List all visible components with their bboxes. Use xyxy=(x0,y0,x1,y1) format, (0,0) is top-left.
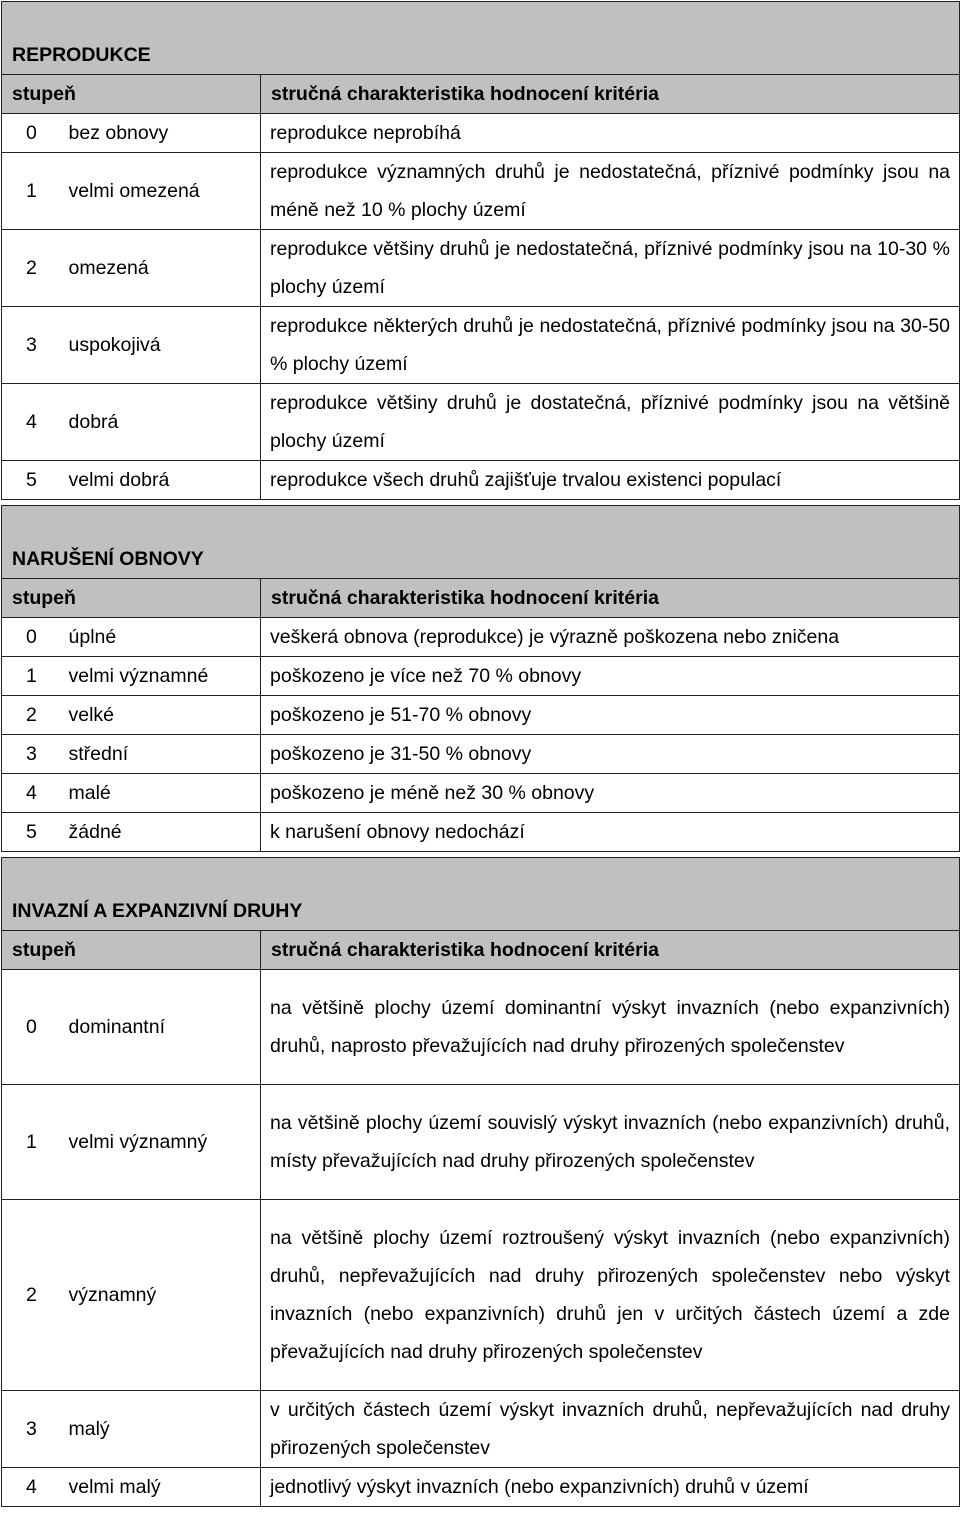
grade-name: žádné xyxy=(60,813,261,852)
grade-name: střední xyxy=(60,735,261,774)
grade-number: 4 xyxy=(2,384,60,461)
table-row xyxy=(2,384,960,461)
table-reprodukce xyxy=(1,1,960,500)
grade-number: 3 xyxy=(2,307,60,384)
table-row xyxy=(2,657,960,696)
table-row xyxy=(2,1391,960,1468)
grade-name: velmi malý xyxy=(60,1468,261,1507)
table-row xyxy=(2,735,960,774)
grade-description: poškozeno je 31-50 % obnovy xyxy=(261,735,960,774)
grade-name: uspokojivá xyxy=(60,307,261,384)
section-title: INVAZNÍ A EXPANZIVNÍ DRUHY xyxy=(2,858,960,931)
table-row xyxy=(2,970,960,1085)
grade-number: 2 xyxy=(2,230,60,307)
column-header-grade: stupeň xyxy=(2,75,261,114)
grade-number: 1 xyxy=(2,657,60,696)
table-row xyxy=(2,153,960,230)
grade-number: 5 xyxy=(2,813,60,852)
grade-name: velmi dobrá xyxy=(60,461,261,500)
table-row xyxy=(2,696,960,735)
grade-name: dobrá xyxy=(60,384,261,461)
grade-description: na většině plochy území dominantní výskyt invazních (nebo expanzivních) druhů, naprosto převažujících nad druhy přirozených společenstev xyxy=(261,970,960,1085)
grade-number: 3 xyxy=(2,1391,60,1468)
section-title-row xyxy=(2,506,960,579)
table-invazni-druhy xyxy=(1,857,960,1507)
section-title: NARUŠENÍ OBNOVY xyxy=(2,506,960,579)
table-row xyxy=(2,774,960,813)
grade-description: reprodukce některých druhů je nedostatečná, příznivé podmínky jsou na 30-50 % plochy území xyxy=(261,307,960,384)
table-row xyxy=(2,1085,960,1200)
grade-number: 5 xyxy=(2,461,60,500)
grade-number: 4 xyxy=(2,774,60,813)
grade-number: 0 xyxy=(2,114,60,153)
table-row xyxy=(2,230,960,307)
grade-description: reprodukce všech druhů zajišťuje trvalou existenci populací xyxy=(261,461,960,500)
table-row xyxy=(2,618,960,657)
table-row xyxy=(2,813,960,852)
column-header-description: stručná charakteristika hodnocení kritéria xyxy=(261,579,960,618)
table-row xyxy=(2,461,960,500)
grade-number: 1 xyxy=(2,153,60,230)
grade-name: velmi významný xyxy=(60,1085,261,1200)
column-header-description: stručná charakteristika hodnocení kritéria xyxy=(261,931,960,970)
grade-name: významný xyxy=(60,1200,261,1391)
grade-number: 0 xyxy=(2,618,60,657)
column-header-row xyxy=(2,75,960,114)
grade-name: dominantní xyxy=(60,970,261,1085)
grade-description: jednotlivý výskyt invazních (nebo expanzivních) druhů v území xyxy=(261,1468,960,1507)
column-header-grade: stupeň xyxy=(2,579,261,618)
grade-number: 4 xyxy=(2,1468,60,1507)
grade-name: malý xyxy=(60,1391,261,1468)
grade-name: úplné xyxy=(60,618,261,657)
grade-description: reprodukce většiny druhů je dostatečná, příznivé podmínky jsou na většině plochy území xyxy=(261,384,960,461)
grade-description: reprodukce většiny druhů je nedostatečná, příznivé podmínky jsou na 10-30 % plochy území xyxy=(261,230,960,307)
section-title: REPRODUKCE xyxy=(2,2,960,75)
grade-description: poškozeno je více než 70 % obnovy xyxy=(261,657,960,696)
table-row xyxy=(2,1200,960,1391)
grade-description: reprodukce významných druhů je nedostatečná, příznivé podmínky jsou na méně než 10 % plochy území xyxy=(261,153,960,230)
grade-description: poškozeno je méně než 30 % obnovy xyxy=(261,774,960,813)
grade-description: veškerá obnova (reprodukce) je výrazně poškozena nebo zničena xyxy=(261,618,960,657)
column-header-row xyxy=(2,931,960,970)
grade-number: 2 xyxy=(2,696,60,735)
column-header-description: stručná charakteristika hodnocení kritéria xyxy=(261,75,960,114)
section-title-row xyxy=(2,2,960,75)
column-header-row xyxy=(2,579,960,618)
grade-name: velké xyxy=(60,696,261,735)
table-row xyxy=(2,1468,960,1507)
grade-description: na většině plochy území roztroušený výskyt invazních (nebo expanzivních) druhů, nepřevažujících nad druhy přirozených společenstev nebo výskyt invazních (nebo expanzivních) druhů jen v určitých částech území a zde převažujících nad druhy přirozených společenstev xyxy=(261,1200,960,1391)
section-title-row xyxy=(2,858,960,931)
grade-name: velmi omezená xyxy=(60,153,261,230)
table-naruseni-obnovy xyxy=(1,505,960,852)
table-row xyxy=(2,114,960,153)
grade-number: 2 xyxy=(2,1200,60,1391)
table-row xyxy=(2,307,960,384)
grade-name: omezená xyxy=(60,230,261,307)
grade-description: v určitých částech území výskyt invazních druhů, nepřevažujících nad druhy přirozených společenstev xyxy=(261,1391,960,1468)
grade-number: 0 xyxy=(2,970,60,1085)
grade-number: 1 xyxy=(2,1085,60,1200)
grade-description: k narušení obnovy nedochází xyxy=(261,813,960,852)
grade-description: reprodukce neprobíhá xyxy=(261,114,960,153)
grade-name: velmi významné xyxy=(60,657,261,696)
grade-name: bez obnovy xyxy=(60,114,261,153)
grade-description: poškozeno je 51-70 % obnovy xyxy=(261,696,960,735)
column-header-grade: stupeň xyxy=(2,931,261,970)
grade-number: 3 xyxy=(2,735,60,774)
grade-description: na většině plochy území souvislý výskyt invazních (nebo expanzivních) druhů, místy převažujících nad druhy přirozených společenstev xyxy=(261,1085,960,1200)
grade-name: malé xyxy=(60,774,261,813)
